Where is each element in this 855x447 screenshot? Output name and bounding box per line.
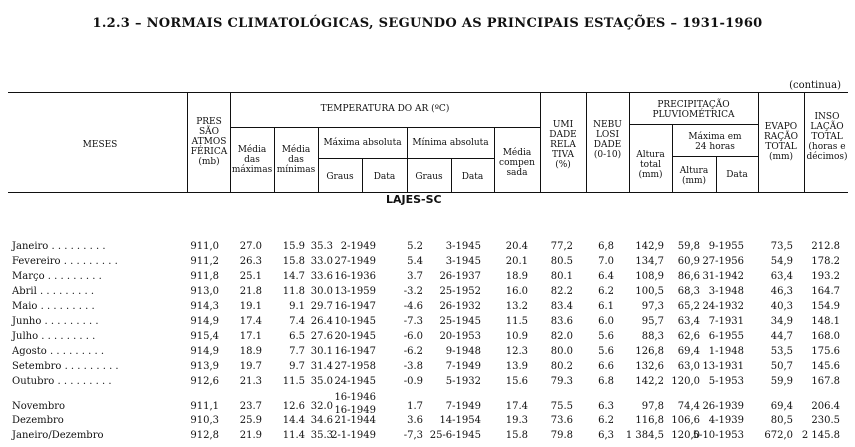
cell-d24: 1-1948 [708,346,744,357]
header-data: Data [373,172,396,182]
cell-n: 6.2 [598,286,614,297]
cell-at: 142,9 [635,241,664,252]
cell-n: 6.0 [598,316,614,327]
cell-mc: 19.3 [505,415,528,426]
cell-mc: 18.9 [505,271,528,282]
cell-a24: 120,0 [671,430,700,441]
cell-a24: 74,4 [677,401,700,412]
cell-in: 206.4 [811,401,840,412]
table-row [0,414,855,428]
cell-u: 79.3 [550,376,573,387]
cell-xd: 10-1945 [334,316,376,327]
cell-mc: 20.4 [505,241,528,252]
cell-p: 911,2 [190,256,219,267]
cell-xa: 33.6 [310,271,333,282]
header-maxima-24h: Máxima em 24 horas [688,132,742,152]
cell-na: 3.6 [407,415,423,426]
cell-mn: 7.4 [289,316,305,327]
cell-xd: 2-1-1949 [331,430,376,441]
cell-p: 911,1 [190,401,219,412]
cell-nd: 14-1954 [439,415,481,426]
cell-mn: 11.5 [282,376,305,387]
cell-na: 1.7 [407,401,423,412]
header-data: Data [726,170,748,180]
table-row [0,240,855,254]
cell-u: 73.6 [550,415,573,426]
cell-xa: 30.0 [310,286,333,297]
cell-mn: 12.6 [282,401,305,412]
cell-mx: 21.8 [239,286,262,297]
cell-mc: 13.9 [505,361,528,372]
cell-na: -7,3 [403,430,423,441]
cell-mx: 19.7 [239,361,262,372]
header-umidade: UMI DADE RELA TIVA (%) [549,120,577,170]
cell-a24: 69,4 [677,346,700,357]
header-top-rule [8,92,848,93]
cell-xd: 2-1949 [340,241,376,252]
cell-ev: 40,3 [770,301,793,312]
cell-mc: 13.2 [505,301,528,312]
cell-a24: 86,6 [677,271,700,282]
cell-xa: 35.3 [310,241,333,252]
cell-ev: 69,4 [770,401,793,412]
cell-mx: 25.1 [239,271,262,282]
cell-n: 6,3 [598,430,614,441]
cell-mn: 14.7 [282,271,305,282]
cell-d24: 5-1953 [708,376,744,387]
cell-xa: 33.0 [310,256,333,267]
table-row [0,360,855,374]
cell-in: 167.8 [811,376,840,387]
cell-mn: 9.1 [289,301,305,312]
cell-nd: 5-1932 [445,376,481,387]
header-meses: MESES [82,140,118,150]
cell-d24: 3-1948 [708,286,744,297]
cell-a24: 62,6 [677,331,700,342]
cell-ev: 44,7 [770,331,793,342]
cell-in: 154.9 [811,301,840,312]
cell-ev: 34,9 [770,316,793,327]
month-label: Outubro . . . [12,375,112,389]
cell-mc: 15.6 [505,376,528,387]
cell-xd: 27-1958 [334,361,376,372]
cell-in: 145.6 [811,361,840,372]
cell-a24: 65,2 [677,301,700,312]
cell-mx: 17.4 [239,316,262,327]
cell-mn: 6.5 [289,331,305,342]
cell-xd: 16-1947 [334,301,376,312]
month-label: Maio . . . [12,300,95,314]
cell-d24: 27-1956 [702,256,744,267]
cell-mx: 25.9 [239,415,262,426]
cell-at: 88,3 [641,331,664,342]
cell-in: 175.6 [811,346,840,357]
cell-a24: 106,6 [671,415,700,426]
cell-ev: 54,9 [770,256,793,267]
cell-n: 6.6 [598,361,614,372]
cell-u: 83.4 [550,301,573,312]
header-media-minimas: Média das mínimas [276,145,316,175]
cell-xa: 27.6 [310,331,333,342]
cell-n: 5.6 [598,346,614,357]
cell-nd: 26-1937 [439,271,481,282]
cell-d24: 6-1955 [708,331,744,342]
header-graus: Graus [326,172,354,182]
cell-n: 6.2 [598,415,614,426]
cell-at: 116,8 [635,415,664,426]
header-graus: Graus [415,172,443,182]
month-label: Dezembro [12,415,64,426]
cell-xa: 35.0 [310,376,333,387]
cell-at: 97,3 [641,301,664,312]
cell-nd: 7-1949 [445,401,481,412]
cell-nd: 25-1945 [439,316,481,327]
cell-ev: 59,9 [770,376,793,387]
cell-mc: 15.8 [505,430,528,441]
header-altura-total: Altura total (mm) [636,150,665,180]
cell-p: 914,9 [190,346,219,357]
cell-mx: 21.9 [239,430,262,441]
month-label: Julho . . . [12,330,95,344]
cell-xd: 27-1949 [334,256,376,267]
cell-na: 3.7 [407,271,423,282]
cell-u: 83.6 [550,316,573,327]
cell-u: 80.5 [550,256,573,267]
header-minima-absoluta: Mínima absoluta [412,138,489,148]
cell-in: 168.0 [811,331,840,342]
cell-xd: 16-1936 [334,271,376,282]
cell-p: 915,4 [190,331,219,342]
cell-at: 132,6 [635,361,664,372]
cell-d24: 31-1942 [702,271,744,282]
cell-mn: 14.4 [282,415,305,426]
cell-na: 5.2 [407,241,423,252]
table-row [0,330,855,344]
cell-u: 80.2 [550,361,573,372]
month-label: Abril . . . [12,285,94,299]
cell-d24: 26-1939 [702,401,744,412]
cell-ev: 73,5 [770,241,793,252]
cell-a24: 63,0 [677,361,700,372]
header-temperatura: TEMPERATURA DO AR (ºC) [320,104,450,114]
cell-mc: 20.1 [505,256,528,267]
cell-ev: 46,3 [770,286,793,297]
cell-mc: 12.3 [505,346,528,357]
cell-a24: 63,4 [677,316,700,327]
cell-u: 77,2 [550,241,573,252]
cell-nd: 3-1945 [445,256,481,267]
max24-subrule [672,156,758,157]
cell-p: 913,9 [190,361,219,372]
cell-xa: 26.4 [310,316,333,327]
cell-at: 100,5 [635,286,664,297]
table-row [0,429,855,443]
cell-na: -3.2 [403,286,423,297]
cell-n: 5.6 [598,331,614,342]
cell-u: 82.0 [550,331,573,342]
cell-mx: 17.1 [239,331,262,342]
cell-nd: 25-1952 [439,286,481,297]
cell-nd: 20-1953 [439,331,481,342]
page-title: 1.2.3 – NORMAIS CLIMATOLÓGICAS, SEGUNDO AS PRINCIPAIS ESTAÇÕES – 1931-1960 [92,16,763,31]
cell-a24: 59,8 [677,241,700,252]
cell-u: 75.5 [550,401,573,412]
cell-p: 914,3 [190,301,219,312]
header-precipitacao: PRECIPITAÇÃO PLUVIOMÉTRICA [652,100,735,120]
header-media-maximas: Média das máximas [231,145,273,175]
cell-n: 6,8 [598,241,614,252]
cell-xa: 31.4 [310,361,333,372]
cell-xd2: 16-1949 [334,405,376,416]
header-evaporacao: EVAPO RAÇÃO TOTAL (mm) [763,122,799,162]
cell-mc: 16.0 [505,286,528,297]
cell-p: 910,3 [190,415,219,426]
header-nebulosidade: NEBU LOSI DADE (0-10) [593,120,622,160]
cell-xa: 34.6 [310,415,333,426]
cell-u: 79.8 [550,430,573,441]
cell-na: -0.9 [403,376,423,387]
cell-xa: 32.0 [310,401,333,412]
cell-xd: 20-1945 [334,331,376,342]
cell-mc: 10.9 [505,331,528,342]
cell-p: 912,6 [190,376,219,387]
cell-mn: 11.8 [282,286,305,297]
precip-subrule [629,124,758,125]
cell-in: 193.2 [811,271,840,282]
cell-at: 95,7 [641,316,664,327]
cell-at: 134,7 [635,256,664,267]
cell-ev: 63,4 [770,271,793,282]
cell-xd: 16-1947 [334,346,376,357]
cell-d24: 9-1955 [708,241,744,252]
cell-ev: 80,5 [770,415,793,426]
header-maxima-absoluta: Máxima absoluta [323,138,402,148]
cell-d24: 24-1932 [702,301,744,312]
cell-at: 108,9 [635,271,664,282]
cell-nd: 9-1948 [445,346,481,357]
header-media-compensada: Média compen sada [499,148,535,178]
cell-mc: 11.5 [505,316,528,327]
cell-n: 6.3 [598,401,614,412]
cell-u: 80.1 [550,271,573,282]
cell-in: 230.5 [811,415,840,426]
table-row [0,270,855,284]
cell-mx: 18.9 [239,346,262,357]
cell-p: 911,0 [190,241,219,252]
month-label: Março . . . [12,270,102,284]
cell-d24: 4-1939 [708,415,744,426]
cell-na: 5.4 [407,256,423,267]
table-row [0,375,855,389]
cell-at: 1 384,5 [625,430,664,441]
abs-subrule [318,158,494,159]
cell-in: 178.2 [811,256,840,267]
cell-a24: 60,9 [677,256,700,267]
cell-n: 6.1 [598,301,614,312]
cell-mx: 21.3 [239,376,262,387]
cell-at: 142,2 [635,376,664,387]
cell-nd: 3-1945 [445,241,481,252]
cell-in: 148.1 [811,316,840,327]
cell-a24: 68,3 [677,286,700,297]
cell-p: 912,8 [190,430,219,441]
cell-xa: 30.1 [310,346,333,357]
cell-na: -6.2 [403,346,423,357]
cell-a24: 120,0 [671,376,700,387]
header-pressao: PRES SÃO ATMOS FÉRICA (mb) [190,117,228,167]
cell-mx: 19.1 [239,301,262,312]
cell-na: -3.8 [403,361,423,372]
cell-xd: 13-1959 [334,286,376,297]
cell-u: 82.2 [550,286,573,297]
header-altura: Altura (mm) [679,166,709,186]
cell-xa: 35.3 [310,430,333,441]
cell-nd: 26-1932 [439,301,481,312]
cell-d24: 13-1931 [702,361,744,372]
cell-ev: 50,7 [770,361,793,372]
cell-u: 80.0 [550,346,573,357]
cell-in: 2 145.8 [801,430,840,441]
month-label: Fevereiro . . . [12,255,118,269]
col-divider [318,127,319,192]
cell-xd: 24-1945 [334,376,376,387]
table-row [0,300,855,314]
month-label: Agosto . . . [12,345,104,359]
cell-n: 6.8 [598,376,614,387]
cell-nd: 25-6-1945 [429,430,481,441]
cell-mn: 15.8 [282,256,305,267]
cell-mn: 15.9 [282,241,305,252]
month-label: Junho . . . [12,315,99,329]
station-name: LAJES-SC [386,193,442,206]
header-insolacao: INSO LAÇÃO TOTAL (horas e décimos) [806,112,848,162]
cell-mn: 9.7 [289,361,305,372]
cell-p: 913,0 [190,286,219,297]
cell-xd: 16-1946 [334,392,376,403]
table-row [0,285,855,299]
cell-d24: 5-10-1953 [692,430,744,441]
month-label: Novembro [12,401,66,412]
cell-d24: 7-1931 [708,316,744,327]
cell-mx: 26.3 [239,256,262,267]
cell-n: 7.0 [598,256,614,267]
cell-in: 164.7 [811,286,840,297]
month-label: Janeiro . . . [12,240,106,254]
cell-na: -7.3 [403,316,423,327]
cell-nd: 7-1949 [445,361,481,372]
cell-at: 126,8 [635,346,664,357]
table-row [0,392,855,416]
cell-mn: 7.7 [289,346,305,357]
cell-at: 97,8 [641,401,664,412]
cell-ev: 53,5 [770,346,793,357]
cell-p: 911,8 [190,271,219,282]
cell-xa: 29.7 [310,301,333,312]
cell-na: -4.6 [403,301,423,312]
month-label: Janeiro/Dezembro [12,430,104,441]
month-label: Setembro . . . [12,360,119,374]
cell-mx: 27.0 [239,241,262,252]
header-data: Data [461,172,484,182]
table-row [0,255,855,269]
cell-p: 914,9 [190,316,219,327]
table-row [0,315,855,329]
cell-ev: 672,0 [764,430,793,441]
cell-na: -6.0 [403,331,423,342]
col-divider [407,127,408,192]
continua-label: (continua) [789,80,841,91]
table-row [0,345,855,359]
cell-mn: 11.4 [282,430,305,441]
cell-mx: 23.7 [239,401,262,412]
cell-n: 6.4 [598,271,614,282]
cell-in: 212.8 [811,241,840,252]
cell-xd: 21-1944 [334,415,376,426]
cell-mc: 17.4 [505,401,528,412]
